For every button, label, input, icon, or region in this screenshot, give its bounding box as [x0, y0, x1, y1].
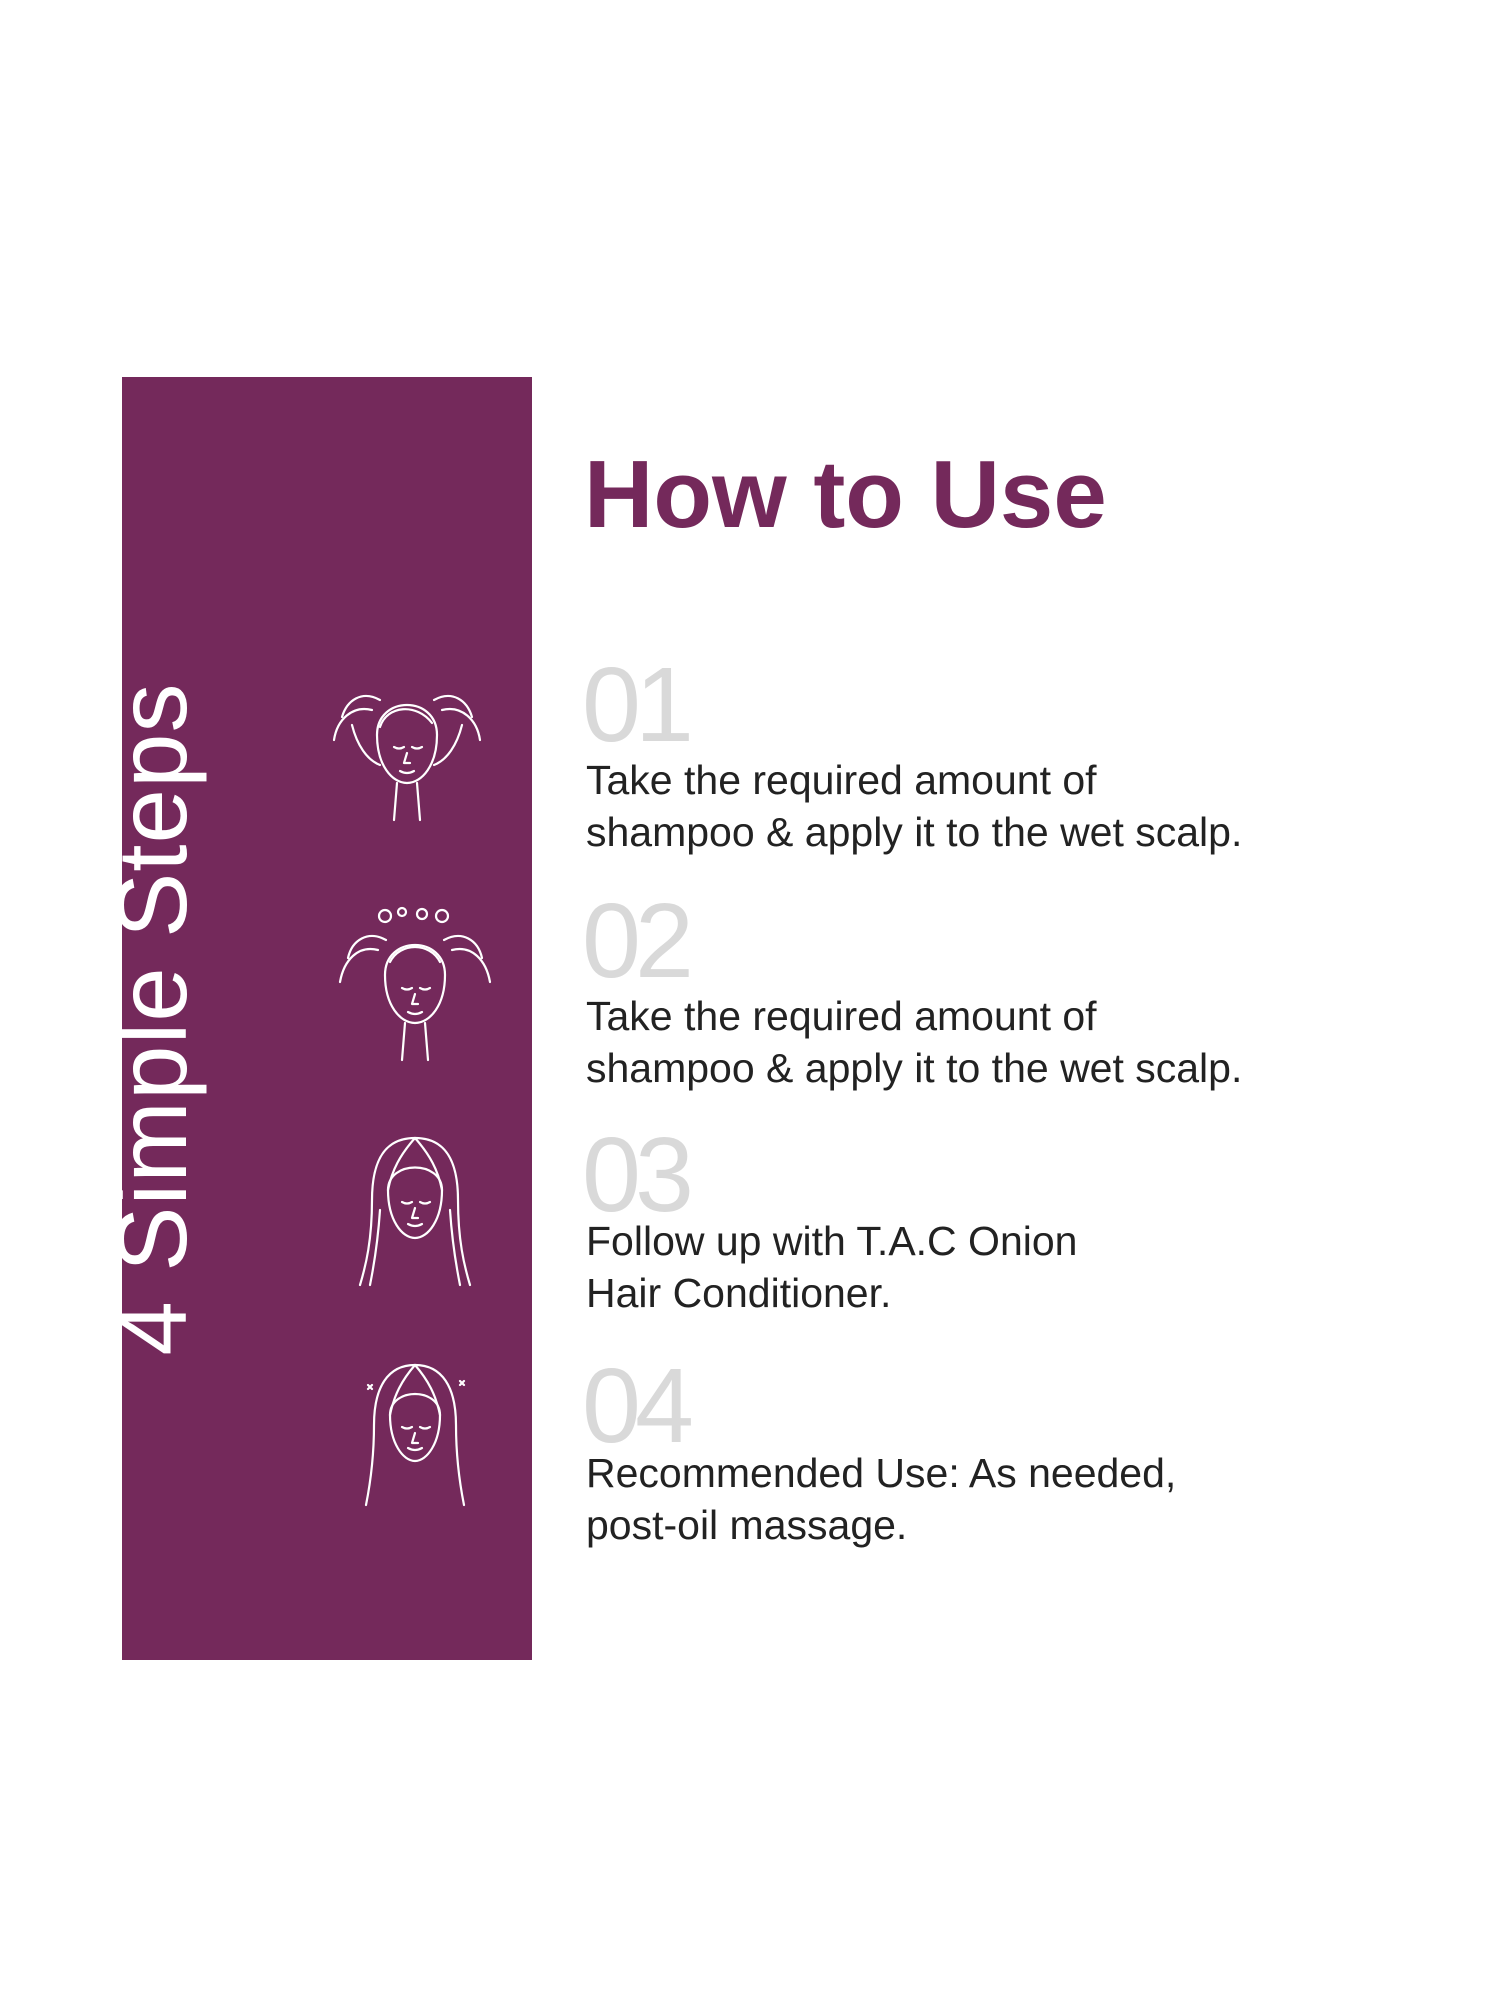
scalp-massage-icon — [330, 900, 500, 1070]
step-description — [586, 754, 1242, 858]
step-description — [586, 1215, 1077, 1319]
step-description — [586, 1447, 1176, 1551]
side-panel-title: 4 Simple Steps — [97, 682, 207, 1356]
step-description — [586, 990, 1242, 1094]
step-line: Follow up with T.A.C Onion — [586, 1218, 1078, 1264]
step-line: Hair Conditioner. — [586, 1270, 892, 1316]
step-line: Recommended Use: As needed, — [586, 1450, 1177, 1496]
step-line: post-oil massage. — [586, 1502, 908, 1548]
clean-hair-face-icon — [330, 1345, 500, 1515]
step-line: Take the required amount of — [586, 993, 1097, 1039]
step-number: 02 — [582, 882, 688, 1000]
hands-on-head-icon — [322, 665, 492, 835]
step-line: shampoo & apply it to the wet scalp. — [586, 809, 1243, 855]
step-line: Take the required amount of — [586, 757, 1097, 803]
long-hair-face-icon — [330, 1120, 500, 1290]
page-title: How to Use — [584, 441, 1107, 548]
step-line: shampoo & apply it to the wet scalp. — [586, 1045, 1243, 1091]
step-number: 04 — [582, 1347, 688, 1465]
step-number: 03 — [582, 1116, 688, 1234]
step-number: 01 — [582, 646, 688, 764]
